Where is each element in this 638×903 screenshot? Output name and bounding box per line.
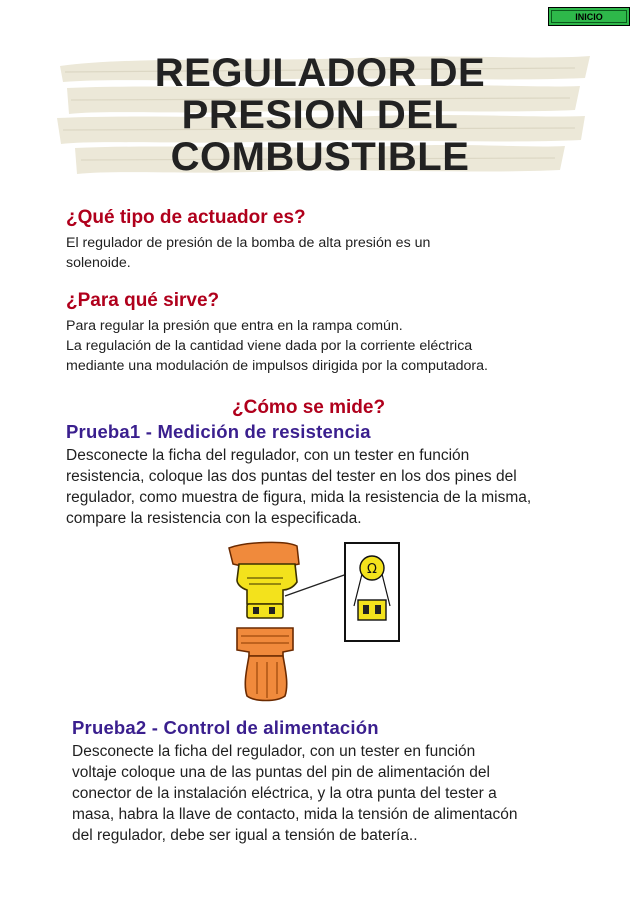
- ohm-symbol: Ω: [367, 562, 377, 577]
- test2-body: [72, 741, 592, 846]
- text-line: compare la resistencia con la especificada.: [66, 510, 362, 527]
- test1-heading: Prueba1 - Medición de resistencia: [66, 421, 371, 442]
- text-line: resistencia, coloque las dos puntas del tester en los dos pines del: [66, 468, 517, 485]
- test2-heading: Prueba2 - Control de alimentación: [72, 717, 379, 738]
- answer-actuator-type: [66, 233, 536, 273]
- title-line-1: REGULADOR DE: [154, 51, 486, 95]
- test1-body: [66, 445, 606, 529]
- text-line: del regulador, debe ser igual a tensión de batería..: [72, 827, 418, 844]
- text-line: solenoide.: [66, 255, 131, 271]
- title-line-3: COMBUSTIBLE: [170, 135, 470, 179]
- title-line-2: PRESION DEL: [181, 93, 459, 137]
- inicio-button[interactable]: [548, 7, 630, 26]
- text-line: masa, habra la llave de contacto, mida la tensión de alimentacón: [72, 806, 518, 823]
- text-line: Para regular la presión que entra en la rampa común.: [66, 318, 403, 334]
- text-line: Desconecte la ficha del regulador, con un tester en función: [66, 447, 470, 464]
- text-line: conector de la instalación eléctrica, y la otra punta del tester a: [72, 785, 497, 802]
- text-line: regulador, como muestra de figura, mida la resistencia de la misma,: [66, 489, 532, 506]
- text-line: voltaje coloque una de las puntas del pin de alimentación del: [72, 764, 490, 781]
- text-line: El regulador de presión de la bomba de alta presión es un: [66, 235, 431, 251]
- page-title: [60, 52, 580, 178]
- text-line: Desconecte la ficha del regulador, con un tester en función: [72, 743, 476, 760]
- inicio-button-label: INICIO: [551, 10, 627, 23]
- ohmmeter-icon: [344, 542, 400, 642]
- tester-diagram: [344, 542, 400, 642]
- text-line: La regulación de la cantidad viene dada por la corriente eléctrica: [66, 338, 473, 354]
- question-purpose: ¿Para qué sirve?: [66, 290, 220, 311]
- question-how-to-measure: ¿Cómo se mide?: [232, 397, 386, 418]
- answer-purpose: [66, 316, 606, 376]
- text-line: mediante una modulación de impulsos dirigida por la computadora.: [66, 358, 488, 374]
- question-actuator-type: ¿Qué tipo de actuador es?: [66, 207, 306, 228]
